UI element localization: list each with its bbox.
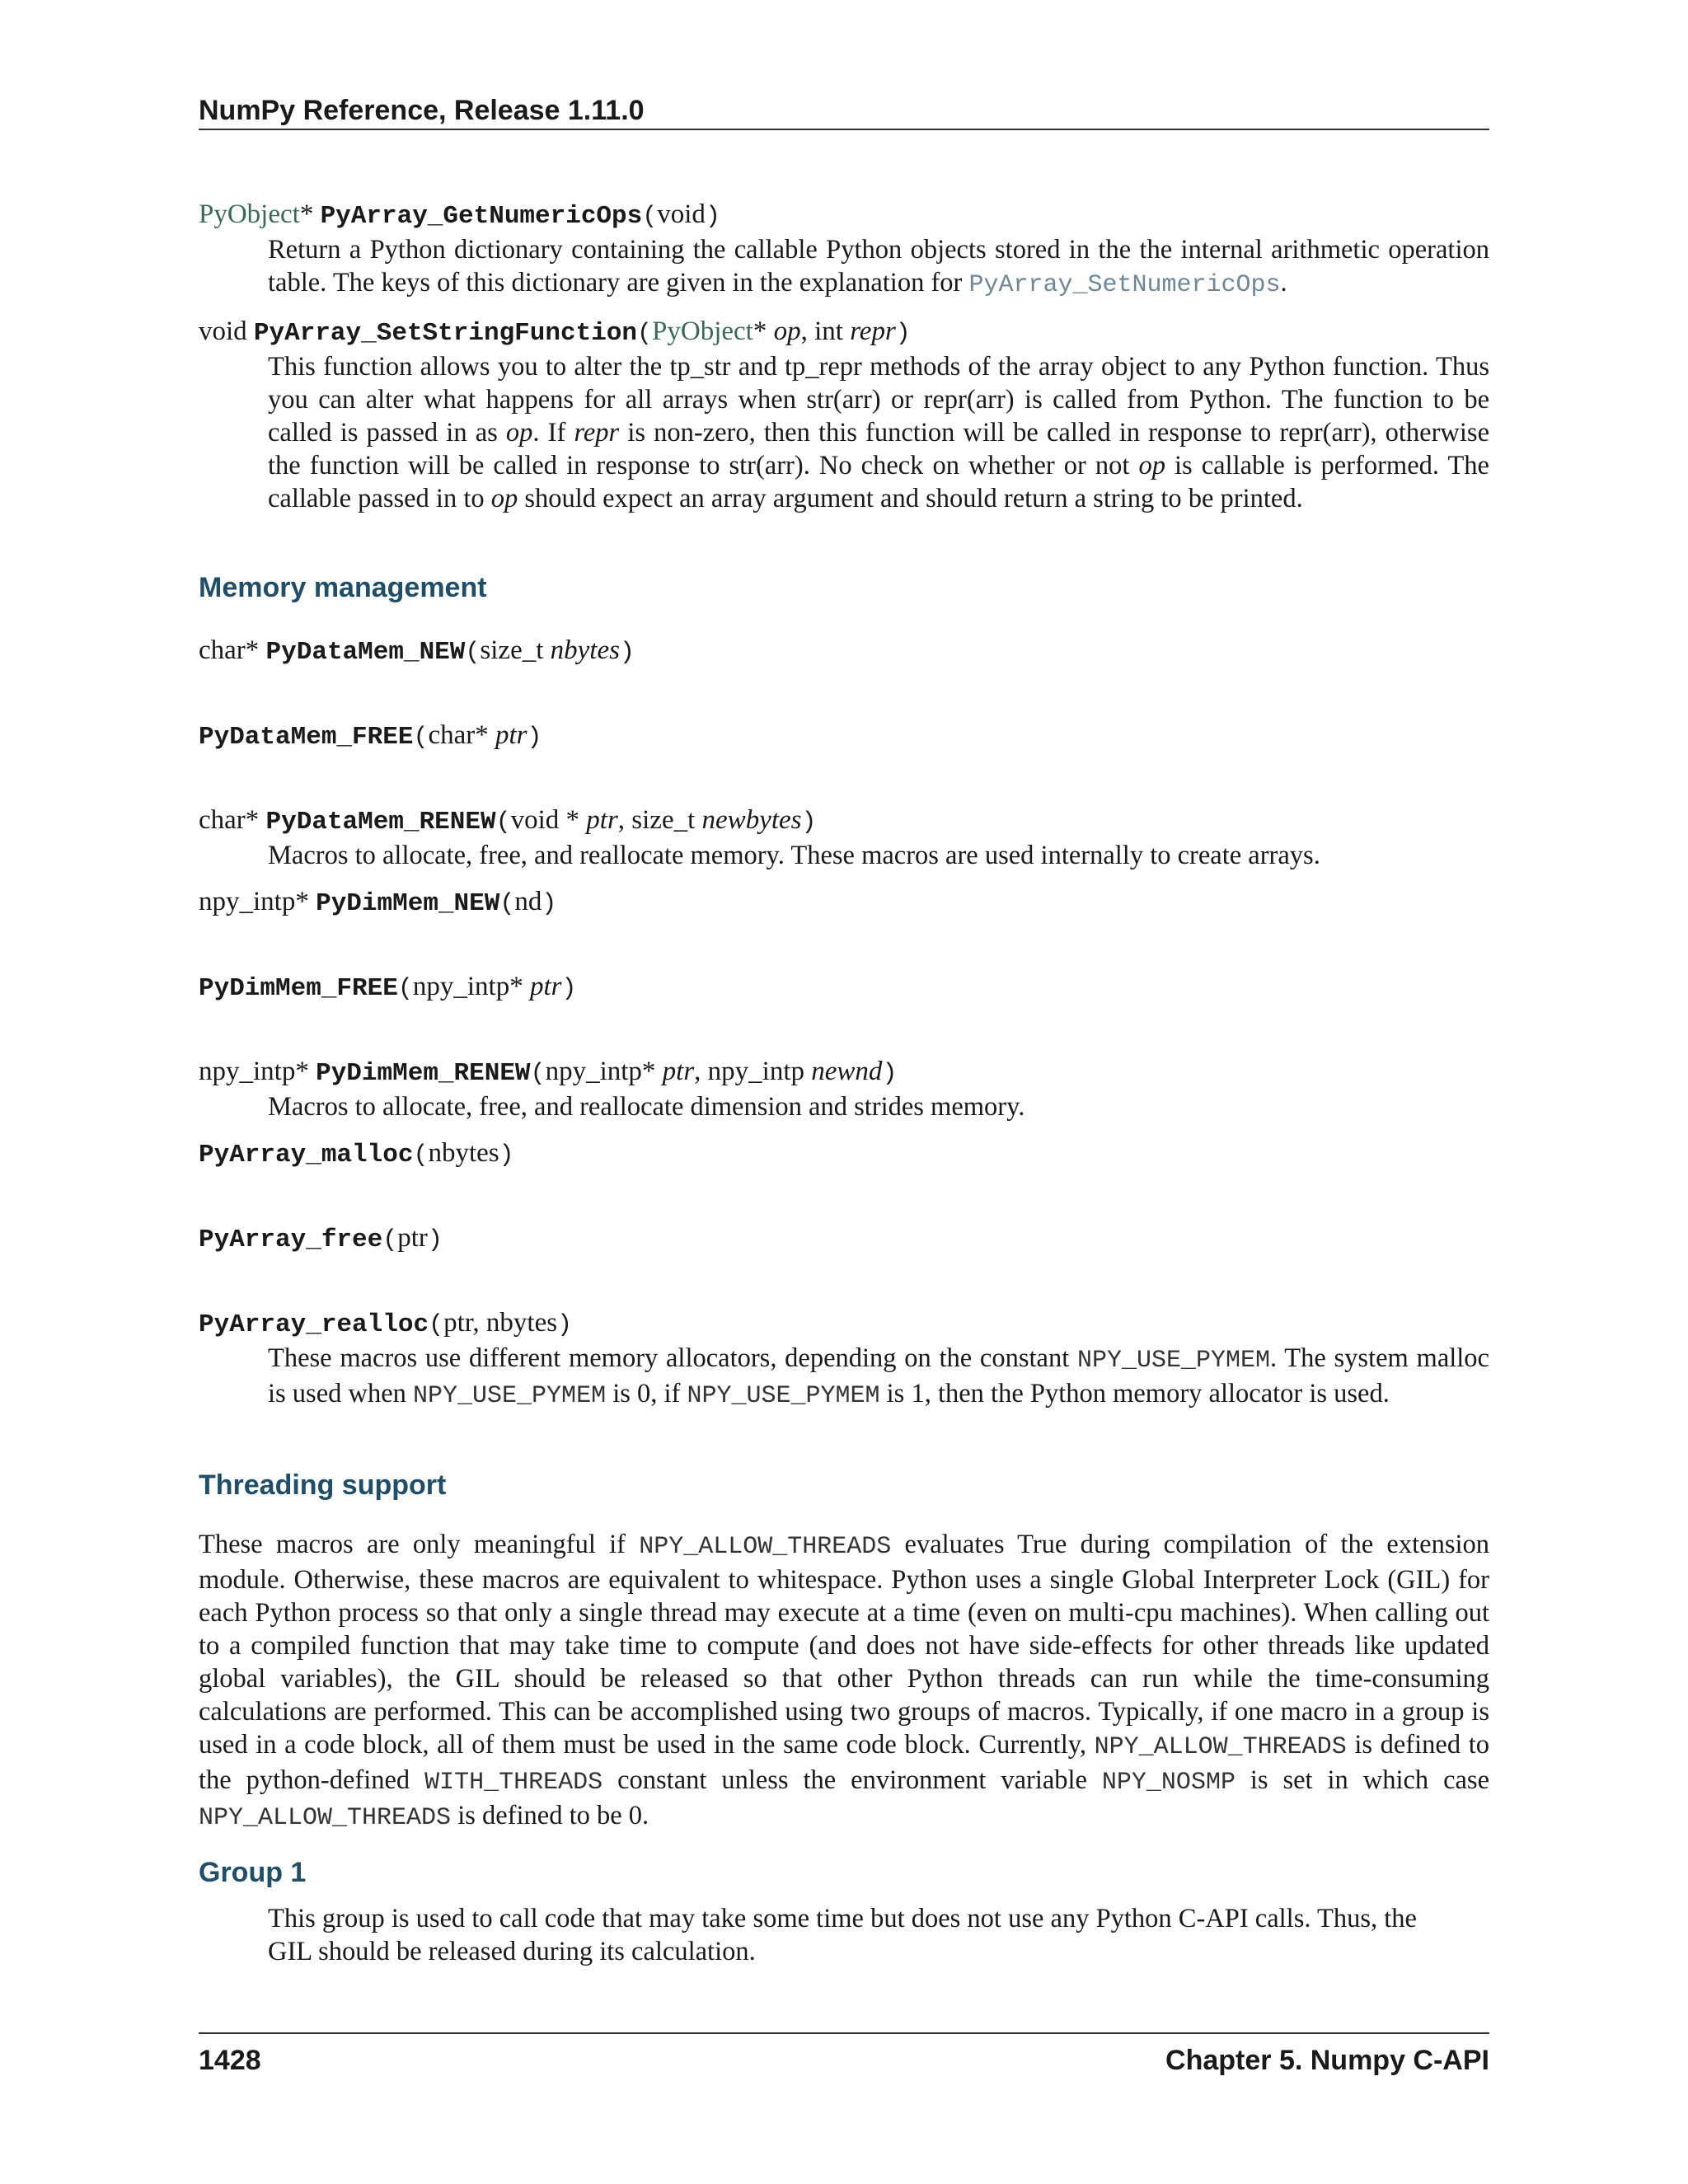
- arg-text: , int: [800, 316, 851, 346]
- return-type: void: [199, 316, 247, 346]
- desc-em: op: [1138, 451, 1165, 480]
- para-text: is set in which case: [1235, 1765, 1489, 1795]
- desc-text: . If: [532, 418, 574, 448]
- desc-text: is 0, if: [606, 1379, 687, 1408]
- function-name: PyArray_GetNumericOps: [320, 202, 643, 231]
- arg-text: , npy_intp: [694, 1057, 812, 1086]
- description-realloc: [268, 1342, 1489, 1413]
- arg-text: npy_intp*: [545, 1057, 663, 1086]
- arg-name: op: [773, 316, 801, 346]
- desc-text: .: [1280, 268, 1287, 298]
- content: [199, 198, 1489, 1968]
- para-text: These macros are only meaningful if: [199, 1530, 640, 1559]
- desc-text: . The system malloc is used when: [268, 1343, 1489, 1408]
- code-literal: NPY_ALLOW_THREADS: [199, 1804, 452, 1832]
- signature-realloc: PyArray_realloc(ptr, nbytes): [199, 1308, 573, 1339]
- pointer-star: *: [299, 199, 314, 229]
- threading-paragraph: [199, 1528, 1489, 1835]
- para-text: evaluates True during compilation of the extension module. Otherwise, these macros are equivalent to whitespace. Python uses a single Global Interpreter Lock (GIL) for each Python process so that only a single thread may execute at a time (even on multi-cpu machines). When calling out to a compiled function that may take time to compute (and does not have side-effects for other threads like updated global variables), the GIL should be released so that other Python threads can run while the time-consuming calculations are performed. This can be accomplished using two groups of macros. Typically, if one macro in a group is used in a code block, all of them must be used in the same code block. Currently,: [199, 1530, 1489, 1760]
- arg-name: ptr: [586, 805, 618, 835]
- page: [199, 0, 1489, 2184]
- heading-threading-support: Threading support: [199, 1469, 447, 1501]
- function-args: nd: [514, 887, 542, 916]
- code-literal: NPY_USE_PYMEM: [687, 1382, 880, 1410]
- function-name: PyDataMem_FREE: [199, 723, 414, 752]
- code-literal: NPY_ALLOW_THREADS: [639, 1533, 892, 1561]
- desc-text: is non-zero, then this function will be called in response to repr(arr), otherwise the function will be called in response to str(arr). No check on whether or not: [268, 418, 1489, 480]
- signature-datamem-new: char* PyDataMem_NEW(size_t nbytes): [199, 635, 635, 667]
- function-args: ptr: [397, 1223, 428, 1253]
- desc-text: should expect an array argument and should return a string to be printed.: [518, 484, 1303, 513]
- arg-name: ptr: [495, 720, 528, 750]
- function-name: PyDataMem_NEW: [265, 638, 466, 667]
- function-name: PyArray_SetStringFunction: [253, 319, 637, 348]
- description-getnumericops: [268, 233, 1489, 302]
- function-name: PyDimMem_FREE: [199, 974, 398, 1003]
- signature-dimmem-renew: npy_intp* PyDimMem_RENEW(npy_intp* ptr, npy_intp newnd): [199, 1057, 898, 1088]
- function-name: PyDimMem_RENEW: [316, 1059, 531, 1088]
- desc-em: op: [490, 484, 518, 513]
- signature-datamem-renew: char* PyDataMem_RENEW(void * ptr, size_t newbytes): [199, 805, 817, 837]
- arg-text: npy_intp*: [412, 972, 530, 1001]
- desc-text: is 1, then the Python memory allocator is used.: [879, 1379, 1390, 1408]
- arg-name: ptr: [662, 1057, 695, 1086]
- return-type: npy_intp*: [199, 1057, 309, 1086]
- group1-description: This group is used to call code that may take some time but does not use any Python C-API calls. Thus, the GIL should be released during its calculation.: [268, 1904, 1417, 1966]
- arg-name: newbytes: [701, 805, 802, 835]
- function-args: nbytes: [428, 1138, 499, 1168]
- function-args: ptr, nbytes: [443, 1308, 558, 1338]
- code-literal: NPY_NOSMP: [1101, 1769, 1236, 1797]
- para-text: is defined to be 0.: [451, 1801, 649, 1830]
- code-literal: WITH_THREADS: [424, 1769, 603, 1797]
- description-setstringfunction: [268, 350, 1489, 515]
- heading-memory-management: Memory management: [199, 572, 487, 603]
- para-text: constant unless the environment variable: [603, 1765, 1102, 1795]
- signature-malloc: PyArray_malloc(nbytes): [199, 1138, 514, 1169]
- page-footer: [199, 2032, 1489, 2079]
- pyobject-link[interactable]: PyObject: [652, 316, 753, 346]
- signature-free: PyArray_free(ptr): [199, 1223, 443, 1254]
- arg-text: char*: [428, 720, 496, 750]
- desc-text: Return a Python dictionary containing the callable Python objects stored in the the internal arithmetic operation table. The keys of this dictionary are given in the explanation for: [268, 235, 1489, 298]
- function-name: PyDataMem_RENEW: [265, 808, 496, 837]
- arg-text: void *: [510, 805, 587, 835]
- para-text: is defined to the python-defined: [199, 1730, 1489, 1795]
- signature-setstringfunction: void PyArray_SetStringFunction(PyObject* op, int repr): [199, 316, 911, 348]
- arg-name: newnd: [811, 1057, 883, 1086]
- code-literal: NPY_USE_PYMEM: [413, 1382, 607, 1410]
- arg-text: *: [753, 316, 774, 346]
- running-header: NumPy Reference, Release 1.11.0: [199, 92, 1489, 130]
- heading-group-1: Group 1: [199, 1857, 307, 1888]
- return-type: npy_intp*: [199, 887, 309, 916]
- setnumericops-link[interactable]: PyArray_SetNumericOps: [968, 271, 1281, 299]
- signature-getnumericops: PyObject* PyArray_GetNumericOps(void): [199, 199, 720, 231]
- arg-name: ptr: [529, 972, 562, 1001]
- code-literal: NPY_USE_PYMEM: [1076, 1347, 1271, 1375]
- description-datamem: Macros to allocate, free, and reallocate memory. These macros are used internally to create arrays.: [268, 841, 1320, 870]
- desc-text: These macros use different memory allocators, depending on the constant: [268, 1343, 1077, 1373]
- arg-text: size_t: [480, 635, 551, 665]
- signature-datamem-free: PyDataMem_FREE(char* ptr): [199, 720, 542, 752]
- desc-text: is callable is performed. The callable passed in to: [268, 451, 1489, 513]
- function-name: PyArray_malloc: [199, 1141, 414, 1169]
- function-name: PyArray_free: [199, 1226, 383, 1254]
- function-args: void: [657, 199, 706, 229]
- code-literal: NPY_ALLOW_THREADS: [1094, 1733, 1347, 1761]
- arg-name: repr: [850, 316, 896, 346]
- signature-dimmem-free: PyDimMem_FREE(npy_intp* ptr): [199, 972, 577, 1003]
- desc-em: op: [505, 418, 533, 448]
- desc-text: This function allows you to alter the tp_str and tp_repr methods of the array object to any Python function. Thus you can alter what happens for all arrays when str(arr) or repr(arr) is called from Python. The function to be called is passed in as: [268, 352, 1489, 448]
- description-dimmem: Macros to allocate, free, and reallocate dimension and strides memory.: [268, 1092, 1025, 1122]
- return-type: char*: [199, 805, 260, 835]
- chapter-title: Chapter 5. Numpy C-API: [1165, 2045, 1489, 2076]
- function-name: PyArray_realloc: [199, 1310, 429, 1339]
- return-type: char*: [199, 635, 260, 665]
- pyobject-link[interactable]: PyObject: [199, 199, 300, 229]
- page-number: 1428: [199, 2045, 261, 2076]
- function-name: PyDimMem_NEW: [316, 889, 500, 918]
- desc-em: repr: [574, 418, 620, 448]
- arg-name: nbytes: [550, 635, 620, 665]
- signature-dimmem-new: npy_intp* PyDimMem_NEW(nd): [199, 887, 557, 918]
- arg-text: , size_t: [617, 805, 702, 835]
